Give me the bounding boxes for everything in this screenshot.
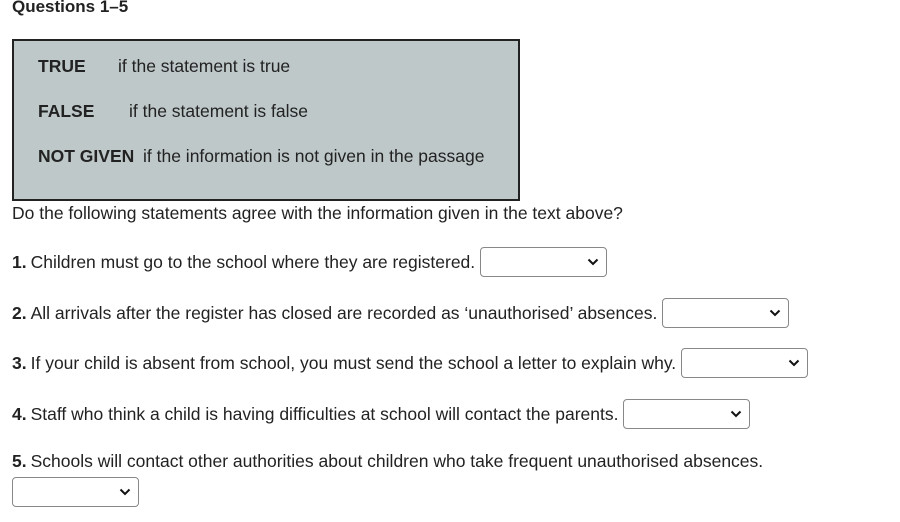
question-text: Children must go to the school where they are registered.: [30, 252, 476, 272]
answer-key-legend: [12, 39, 520, 201]
question-number: 4.: [12, 404, 27, 424]
question-text: All arrivals after the register has closed are recorded as ‘unauthorised’ absences.: [30, 303, 658, 323]
question-3: [12, 348, 808, 378]
answer-select-5[interactable]: [12, 477, 139, 507]
instruction-text: Do the following statements agree with the information given in the text above?: [12, 203, 623, 223]
question-5: [12, 450, 763, 472]
legend-def-not-given: if the information is not given in the passage: [143, 146, 485, 166]
legend-term-true: TRUE: [38, 56, 86, 76]
question-2: [12, 298, 789, 328]
answer-select-1[interactable]: [480, 247, 607, 277]
question-4: [12, 399, 750, 429]
question-text: If your child is absent from school, you must send the school a letter to explain why.: [30, 353, 677, 373]
question-1: [12, 247, 607, 277]
legend-row-false: [38, 100, 308, 122]
legend-def-false: if the statement is false: [129, 101, 308, 121]
question-text: Schools will contact other authorities about children who take frequent unauthorised absences.: [30, 451, 764, 471]
question-number: 3.: [12, 353, 27, 373]
chevron-down-icon: [730, 409, 742, 419]
question-number: 2.: [12, 303, 27, 323]
answer-select-4[interactable]: [623, 399, 750, 429]
question-number: 5.: [12, 451, 27, 471]
legend-row-true: [38, 55, 290, 77]
legend-row-not-given: [38, 145, 484, 167]
chevron-down-icon: [788, 358, 800, 368]
chevron-down-icon: [119, 487, 131, 497]
question-number: 1.: [12, 252, 27, 272]
answer-select-2[interactable]: [662, 298, 789, 328]
chevron-down-icon: [769, 308, 781, 318]
chevron-down-icon: [587, 257, 599, 267]
question-text: Staff who think a child is having difficulties at school will contact the parents.: [30, 404, 619, 424]
legend-term-not-given: NOT GIVEN: [38, 146, 135, 166]
legend-def-true: if the statement is true: [118, 56, 291, 76]
section-heading: Questions 1–5: [12, 0, 129, 16]
answer-select-3[interactable]: [681, 348, 808, 378]
legend-term-false: FALSE: [38, 101, 95, 121]
